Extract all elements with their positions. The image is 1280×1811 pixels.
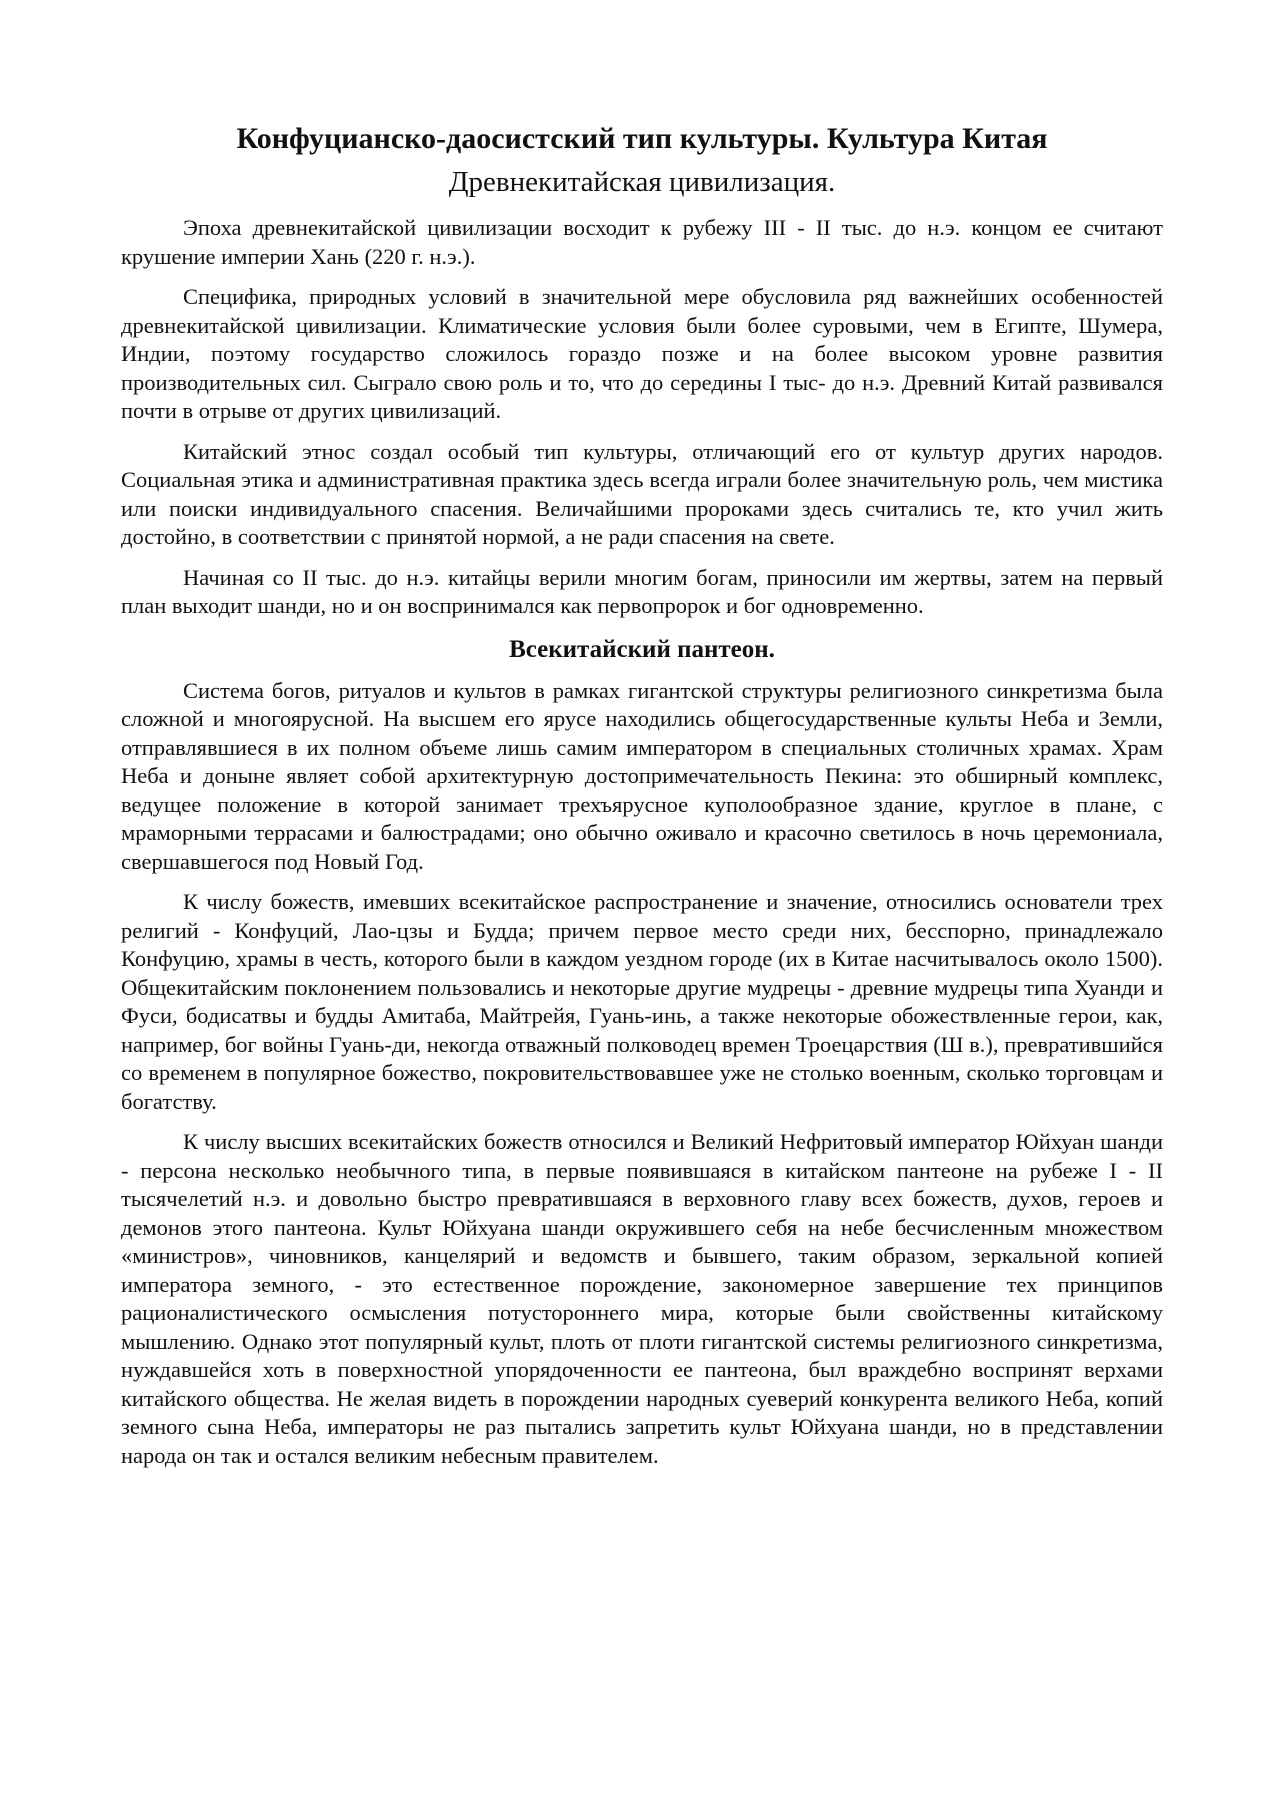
document-subtitle: Древнекитайская цивилизация. xyxy=(448,166,836,198)
paragraph-system: Система богов, ритуалов и культов в рамках гигантской структуры религиозного синкретизма была сложной и многоярусной. На высшем его ярусе находились общегосударственные культы Неба и Земли, отправлявшиеся в их полном объеме лишь самим императором в специальных столичных храмах. Храм Неба и доныне являет собой архитектурную достопримечательность Пекина: это обширный комплекс, ведущее положение в которой занимает трехъярусное куполообразное здание, круглое в плане, с мраморными террасами и балюстрадами; оно обычно оживало и красочно светилось в ночь церемониала, свершавшегося под Новый Год. xyxy=(121,677,1163,874)
document-page xyxy=(121,120,1163,1482)
paragraph-jade-emperor: К числу высших всекитайских божеств относился и Великий Нефритовый император Юйхуан шанди - персона несколько необычного типа, в первые появившаяся в китайском пантеоне на рубеже I - II тысячелетий н.э. и довольно быстро превратившаяся в верховного главу всех божеств, духов, героев и демонов этого пантеона. Культ Юйхуана шанди окружившего себя на небе бесчисленным множеством «министров», чиновников, канцелярий и ведомств и бывшего, таким образом, зеркальной копией императора земного, - это естественное порождение, закономерное завершение тех принципов рационалистического осмысления потустороннего мира, которые были свойственны китайскому мышлению. Однако этот популярный культ, плоть от плоти гигантской системы религиозного синкретизма, нуждавшейся хоть в поверхностной упорядоченности ее пантеона, был враждебно воспринят верхами китайского общества. Не желая видеть в порождении народных суеверий конкурента великого Неба, копий земного сына Неба, императоры не раз пытались запретить культ Юйхуана шанди, но в представлении народа он так и остался великим небесным правителем. xyxy=(121,1129,1163,1468)
paragraph-deities: К числу божеств, имевших всекитайское распространение и значение, относились основатели трех религий - Конфуций, Лао-цзы и Будда; причем первое место среди них, бесспорно, принадлежало Конфуцию, храмы в честь, которого были в каждом уездном городе (их в Китае насчитывалось около 1500). Общекитайским поклонением пользовались и некоторые другие мудрецы - древние мудрецы типа Хуанди и Фуси, бодисатвы и будды Амитаба, Майтрейя, Гуань-инь, а также некоторые обожествленные герои, как, например, бог войны Гуань-ди, некогда отважный полководец времен Троецарствия (Ш в.), превратившийся со временем в популярное божество, покровительствовавшее уже не столько военным, сколько торговцам и богатству. xyxy=(121,889,1163,1114)
section-title-pantheon: Всекитайский пантеон. xyxy=(509,635,775,663)
paragraph-gods: Начиная со II тыс. до н.э. китайцы верили многим богам, приносили им жертвы, затем на первый план выходит шанди, но и он воспринимался как первопророк и бог одновременно. xyxy=(121,564,1163,618)
document-title: Конфуцианско-даосистский тип культуры. Культура Китая xyxy=(236,122,1048,155)
paragraph-era: Эпоха древнекитайской цивилизации восходит к рубежу III - II тыс. до н.э. концом ее считают крушение империи Хань (220 г. н.э.). xyxy=(121,215,1163,269)
paragraph-ethnos: Китайский этнос создал особый тип культуры, отличающий его от культур других народов. Социальная этика и административная практика здесь всегда играли более значительную роль, чем мистика или поиски индивидуального спасения. Величайшими пророками здесь считались те, кто учил жить достойно, в соответствии с принятой нормой, а не ради спасения на свете. xyxy=(121,438,1163,549)
paragraph-nature: Специфика, природных условий в значительной мере обусловила ряд важнейших особенностей древнекитайской цивилизации. Климатические условия были более суровыми, чем в Египте, Шумера, Индии, поэтому государство сложилось гораздо позже и на более высоком уровне развития производительных сил. Сыграло свою роль и то, что до середины I тыс- до н.э. Древний Китай развивался почти в отрыве от других цивилизаций. xyxy=(121,284,1163,423)
